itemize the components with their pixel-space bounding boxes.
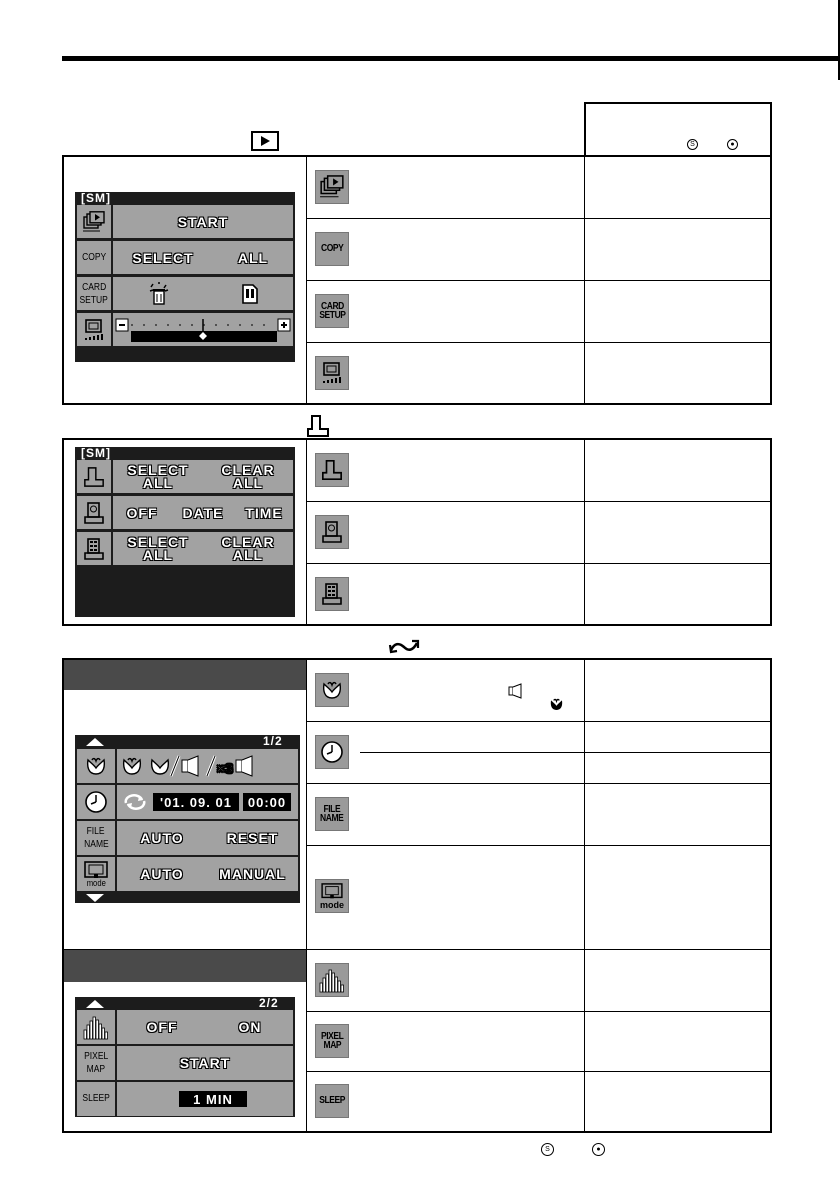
file-name-icon[interactable]: FILE NAME <box>315 797 349 831</box>
monitor-auto-option[interactable]: AUTO <box>117 857 207 891</box>
histogram-icon[interactable] <box>77 1010 115 1044</box>
divider <box>307 342 771 343</box>
divider <box>307 845 771 846</box>
divider <box>307 1011 771 1012</box>
monitor-mode-icon[interactable]: mode <box>315 879 349 913</box>
macro-option[interactable] <box>117 749 298 783</box>
setup-menu-screen-1 <box>75 735 300 903</box>
sleep-value[interactable]: 1 MIN <box>179 1091 247 1107</box>
header-rule <box>62 56 840 61</box>
macro-wide-icon <box>149 754 203 778</box>
slideshow-icon[interactable] <box>77 205 111 238</box>
copy-icon[interactable]: COPY <box>315 232 349 266</box>
macro-small-icon <box>549 697 564 717</box>
sleep-icon[interactable]: SLEEP <box>315 1084 349 1118</box>
clear-all-option[interactable]: CLEAR ALL <box>203 460 293 493</box>
print-order-icon[interactable] <box>315 453 349 487</box>
page-two-header-bar <box>64 950 306 982</box>
copy-label: COPY <box>77 241 111 274</box>
sleep-label: SLEEP <box>77 1082 115 1116</box>
scroll-down-icon[interactable] <box>85 893 105 903</box>
macro-icon[interactable] <box>315 673 349 707</box>
divider <box>307 501 771 502</box>
time-option[interactable]: TIME <box>235 496 293 529</box>
clock-icon[interactable] <box>315 735 349 769</box>
time-value[interactable]: 00:00 <box>243 793 291 811</box>
date-time-setting[interactable] <box>117 785 298 819</box>
x3-tele-icon <box>205 754 255 778</box>
divider <box>584 659 585 1132</box>
monitor-mode-icon[interactable]: mode <box>77 857 115 891</box>
svg-text:×3: ×3 <box>217 761 234 776</box>
divider <box>585 752 771 753</box>
histogram-on-option[interactable]: ON <box>207 1010 293 1044</box>
power-circle-icon: S <box>541 1143 554 1156</box>
divider <box>306 439 307 625</box>
divider <box>307 218 771 219</box>
index-clear-all-option[interactable]: CLEAR ALL <box>203 532 293 565</box>
slideshow-icon[interactable] <box>315 170 349 204</box>
format-icon <box>147 282 171 306</box>
play-menu-screen <box>75 192 295 362</box>
print-menu-screen <box>75 447 295 617</box>
divider <box>307 783 771 784</box>
divider <box>360 752 584 753</box>
divider <box>306 659 307 1132</box>
page-one-header-bar <box>64 660 306 690</box>
all-option[interactable]: ALL <box>213 241 293 274</box>
play-icon <box>251 131 279 151</box>
divider <box>307 949 771 950</box>
pixel-map-icon[interactable]: PIXEL MAP <box>315 1024 349 1058</box>
divider <box>307 1071 771 1072</box>
setup-menu-screen-2 <box>75 997 295 1117</box>
header-box <box>584 102 772 157</box>
off-option[interactable]: OFF <box>113 496 171 529</box>
index-print-icon[interactable] <box>77 532 111 565</box>
sleep-setting[interactable] <box>117 1082 293 1116</box>
card-setup-label: CARD SETUP <box>77 277 111 310</box>
power-circle-icon: S <box>687 139 698 150</box>
histogram-icon[interactable] <box>315 963 349 997</box>
date-print-icon[interactable] <box>315 515 349 549</box>
clock-icon[interactable] <box>77 785 115 819</box>
page-indicator: 1/2 <box>263 734 283 748</box>
index-select-all-option[interactable]: SELECT ALL <box>113 532 203 565</box>
monitor-brightness-icon[interactable] <box>77 313 111 346</box>
date-value[interactable]: '01. 09. 01 <box>153 793 239 811</box>
start-option[interactable]: START <box>113 205 293 238</box>
wide-icon <box>508 683 522 704</box>
index-print-icon[interactable] <box>315 577 349 611</box>
card-icon <box>241 283 259 305</box>
format-option[interactable] <box>113 277 293 310</box>
divider <box>307 563 771 564</box>
file-name-auto-option[interactable]: AUTO <box>117 821 207 855</box>
divider <box>307 721 771 722</box>
macro-icon[interactable] <box>77 749 115 783</box>
file-name-reset-option[interactable]: RESET <box>207 821 298 855</box>
monitor-brightness-icon[interactable] <box>315 356 349 390</box>
dial-circle-icon: ● <box>727 139 738 150</box>
print-order-icon[interactable] <box>77 460 111 493</box>
card-setup-icon[interactable]: CARD SETUP <box>315 294 349 328</box>
pixel-map-label: PIXEL MAP <box>77 1046 115 1080</box>
pixel-map-start-option[interactable]: START <box>117 1046 293 1080</box>
date-print-icon[interactable] <box>77 496 111 529</box>
date-format-cycle-icon <box>123 793 147 811</box>
divider <box>307 280 771 281</box>
scroll-up-icon[interactable] <box>85 999 105 1009</box>
select-option[interactable]: SELECT <box>113 241 213 274</box>
select-all-option[interactable]: SELECT ALL <box>113 460 203 493</box>
histogram-off-option[interactable]: OFF <box>117 1010 207 1044</box>
date-option[interactable]: DATE <box>171 496 235 529</box>
brightness-slider[interactable] <box>113 313 293 346</box>
screen-title: [SM] <box>81 446 111 460</box>
file-name-label: FILE NAME <box>77 821 115 855</box>
screen-title: [SM] <box>81 191 111 205</box>
dial-circle-icon: ● <box>592 1143 605 1156</box>
macro-icon <box>121 756 143 776</box>
divider <box>64 949 306 950</box>
divider <box>584 439 585 625</box>
monitor-manual-option[interactable]: MANUAL <box>207 857 298 891</box>
page-indicator: 2/2 <box>259 996 279 1010</box>
scroll-up-icon[interactable] <box>85 737 105 747</box>
